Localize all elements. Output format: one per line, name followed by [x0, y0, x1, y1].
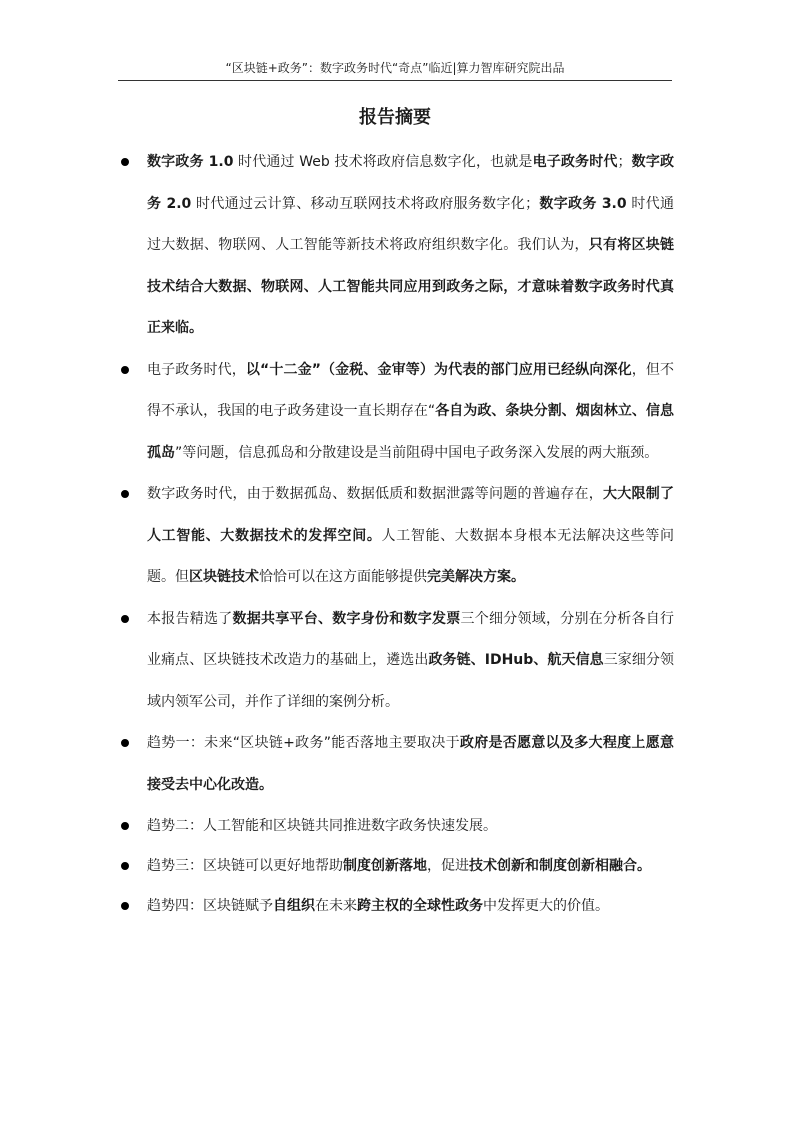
text-segment: 只有将区块链技术结合大数据、物联网、人工智能共同应用到政务之际，才意味着数字政务时代真正来临。: [147, 237, 674, 336]
text-segment: 数字政务 3.0: [539, 195, 627, 212]
summary-item-2: [118, 350, 674, 475]
summary-item-6: [118, 806, 674, 846]
text-segment: ，但不得不承认，我国的电子政务建设一直长期存在“: [147, 361, 675, 419]
text-segment: 本报告精选了: [147, 610, 233, 627]
text-segment: 电子政务时代，: [147, 361, 246, 378]
text-segment: 各自为政、条块分割、烟囱林立、信息孤岛: [147, 403, 674, 461]
text-segment: ”等问题，信息孤岛和分散建设是当前阻碍中国电子政务深入发展的两大瓶颈。: [175, 444, 659, 461]
text-segment: 三个细分领域，分别在分析各自行业痛点、区块链技术改造力的基础上，遴选出: [147, 610, 674, 668]
text-segment: 自组织: [273, 898, 315, 914]
bullet-icon: [121, 158, 129, 166]
text-segment: ，促进: [427, 858, 469, 874]
summary-item-1: [118, 142, 674, 350]
text-segment: 趋势四：区块链赋予: [147, 898, 273, 914]
text-segment: 区块链技术: [189, 569, 259, 585]
summary-item-text: [147, 474, 674, 599]
text-segment: 政务链、IDHub、航天信息: [428, 652, 604, 668]
text-segment: 数据共享平台、数字身份和数字发票: [232, 610, 461, 627]
text-segment: 数字政务时代，由于数据孤岛、数据低质和数据泄露等问题的普遍存在，: [147, 486, 603, 502]
text-segment: 数字政务 2.0: [147, 154, 674, 212]
bullet-icon: [121, 902, 129, 910]
text-segment: 技术创新和制度创新相融合。: [469, 858, 651, 874]
summary-item-text: [147, 142, 674, 350]
text-segment: 在未来: [315, 898, 357, 914]
text-segment: 完美解决方案。: [427, 569, 525, 585]
text-segment: 跨主权的全球性政务: [357, 898, 483, 914]
bullet-icon: [121, 615, 129, 623]
text-segment: 趋势二：人工智能和区块链共同推进数字政务快速发展。: [147, 818, 497, 834]
summary-item-8: [118, 886, 674, 926]
text-segment: ；: [617, 154, 632, 170]
page-title: 报告摘要: [359, 107, 431, 128]
text-segment: 趋势三：区块链可以更好地帮助: [147, 858, 343, 874]
text-segment: 恰恰可以在这方面能够提供: [259, 569, 427, 585]
summary-list: [118, 142, 674, 926]
text-segment: 大大限制了人工智能、大数据技术的发挥空间。: [147, 486, 674, 544]
text-segment: 数字政务 1.0: [147, 154, 234, 170]
summary-item-text: [147, 723, 674, 806]
summary-item-text: [147, 599, 674, 724]
text-segment: 时代通过 Web 技术将政府信息数字化，也就是: [233, 154, 533, 170]
bullet-icon: [121, 862, 129, 870]
running-header: “区块链+政务”：数字政务时代“奇点”临近|算力智库研究院出品: [225, 61, 565, 75]
summary-item-text: [147, 806, 674, 846]
text-segment: 以“十二金”（金税、金审等）为代表的部门应用已经纵向深化: [245, 361, 632, 378]
text-segment: 趋势一：未来“区块链+政务”能否落地主要取决于: [147, 735, 460, 751]
text-segment: 政府是否愿意以及多大程度上愿意接受去中心化改造。: [147, 735, 674, 793]
summary-item-text: [147, 350, 674, 475]
bullet-icon: [121, 739, 129, 747]
bullet-icon: [121, 822, 129, 830]
summary-item-3: [118, 474, 674, 599]
summary-item-7: [118, 846, 674, 886]
summary-item-text: [147, 886, 674, 926]
text-segment: 制度创新落地: [343, 858, 427, 874]
text-segment: 电子政务时代: [532, 154, 618, 170]
summary-item-5: [118, 723, 674, 806]
text-segment: 时代通过云计算、移动互联网技术将政府服务数字化；: [191, 195, 540, 212]
summary-item-4: [118, 599, 674, 724]
bullet-icon: [121, 366, 129, 374]
summary-item-text: [147, 846, 674, 886]
header-divider: [118, 80, 672, 81]
bullet-icon: [121, 490, 129, 498]
text-segment: 中发挥更大的价值。: [483, 898, 609, 914]
text-segment: 人工智能、大数据本身根本无法解决这些等问题。但: [147, 527, 675, 585]
text-segment: 三家细分领域内领军公司，并作了详细的案例分析。: [147, 652, 675, 710]
text-segment: 时代通过大数据、物联网、人工智能等新技术将政府组织数字化。我们认为，: [147, 195, 674, 253]
